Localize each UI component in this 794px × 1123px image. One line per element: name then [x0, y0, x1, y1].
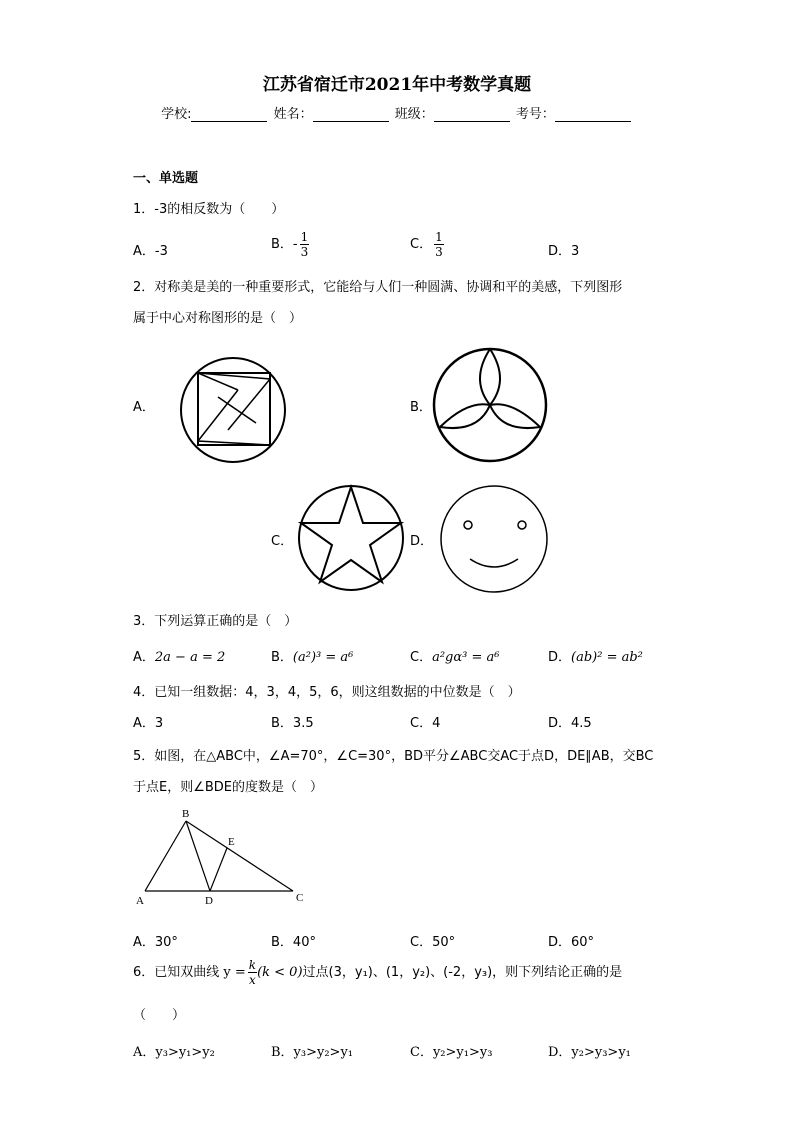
q1-stem: 1．-3的相反数为（ ） [133, 202, 285, 217]
q2-figure-c [296, 483, 406, 593]
q1-option-c-fraction [434, 230, 444, 259]
q3-option-b-label: B． [271, 650, 293, 665]
section-title: 一、单选题 [133, 171, 199, 186]
q5-option-c: C．50° [410, 935, 456, 950]
q2-option-a: A． [133, 400, 155, 415]
q4-option-d: D．4.5 [548, 716, 592, 731]
q6-frac-den: x [249, 973, 256, 987]
page-title: 江苏省宿迁市2021年中考数学真题 [262, 75, 532, 95]
q6-stem [133, 958, 622, 987]
q2-figure-a [178, 355, 288, 465]
q3-option-a-expr: 2a − a = 2 [154, 650, 226, 665]
q3-option-c [410, 646, 499, 665]
name-label: 姓名： [273, 107, 313, 122]
q6-fraction [248, 958, 257, 987]
label-B: B [182, 808, 190, 820]
q5-option-a: A．30° [133, 935, 178, 950]
q1-b-denominator: 3 [300, 245, 309, 259]
q4-stem: 4．已知一组数据：4，3，4，5，6，则这组数据的中位数是（ ） [133, 685, 521, 700]
label-E: E [228, 836, 235, 848]
q5-option-b: B．40° [271, 935, 316, 950]
q1-option-c [410, 230, 444, 259]
q5-stem-line2: 于点E，则∠BDE的度数是（ ） [133, 780, 324, 795]
q6-stem-prefix: 6．已知双曲线 [133, 965, 220, 980]
label-D: D [205, 895, 213, 907]
label-A: A [136, 895, 144, 907]
q3-option-a [133, 646, 225, 665]
q6-condition: (k < 0) [257, 965, 303, 980]
q6-option-d: D．y₂>y₃>y₁ [548, 1045, 631, 1060]
q1-c-numerator: 1 [435, 230, 443, 244]
q1-option-b-fraction [300, 230, 310, 259]
q3-stem: 3．下列运算正确的是（ ） [133, 614, 298, 629]
q6-option-a: A．y₃>y₁>y₂ [133, 1045, 215, 1060]
q3-option-d-label: D． [548, 650, 572, 665]
q5-stem-line1: 5．如图，在△ABC中，∠A=70°，∠C=30°，BD平分∠ABC交AC于点D，DE∥AB，交BC [133, 749, 654, 764]
label-C: C [296, 892, 304, 904]
q1-b-numerator: 1 [300, 230, 309, 244]
q4-option-b: B．3.5 [271, 716, 314, 731]
q6-y-eq: y = [223, 965, 246, 980]
q6-stem-suffix: 过点(3，y₁)、(1，y₂)、(-2，y₃)，则下列结论正确的是 [302, 965, 623, 980]
q6-stem-line2: （ ） [133, 1008, 186, 1023]
school-blank[interactable] [191, 107, 267, 122]
q6-option-b: B．y₃>y₂>y₁ [271, 1045, 354, 1060]
q3-option-b-expr: (a²)³ = a⁶ [292, 650, 354, 665]
q4-option-a: A．3 [133, 716, 164, 731]
q3-option-c-label: C． [410, 650, 433, 665]
q2-stem-line2: 属于中心对称图形的是（ ） [133, 311, 303, 326]
q1-option-a: A．-3 [133, 244, 168, 259]
q3-option-c-expr: a²gα³ = a⁶ [432, 650, 500, 665]
q6-option-c: C．y₂>y₁>y₃ [410, 1045, 493, 1060]
q3-option-d-expr: (ab)² = ab² [571, 650, 643, 665]
q2-option-c: C． [271, 534, 294, 549]
q6-frac-num: k [248, 958, 257, 972]
q2-stem-line1: 2．对称美是美的一种重要形式，它能给与人们一种圆满、协调和平的美感，下列图形 [133, 280, 623, 295]
q2-figure-b [430, 345, 550, 465]
class-label: 班级： [394, 107, 434, 122]
q2-option-b: B． [410, 400, 432, 415]
class-blank[interactable] [434, 107, 510, 122]
q2-option-d: D． [410, 534, 434, 549]
q5-option-d: D．60° [548, 935, 595, 950]
q3-option-a-label: A． [133, 650, 155, 665]
q1-option-b [271, 230, 309, 259]
q1-option-b-prefix: B．- [271, 237, 298, 252]
q3-option-d [548, 646, 643, 665]
student-info-line [0, 103, 794, 122]
id-label: 考号： [515, 107, 555, 122]
q2-figure-d [438, 483, 550, 595]
q1-option-d: D．3 [548, 244, 580, 259]
q4-option-c: C．4 [410, 716, 441, 731]
q3-option-b [271, 646, 353, 665]
q1-c-denominator: 3 [435, 245, 443, 259]
id-blank[interactable] [555, 107, 631, 122]
q1-option-c-prefix: C． [410, 237, 433, 252]
q5-triangle-figure [133, 803, 313, 908]
school-label: 学校: [161, 107, 192, 122]
name-blank[interactable] [313, 107, 389, 122]
